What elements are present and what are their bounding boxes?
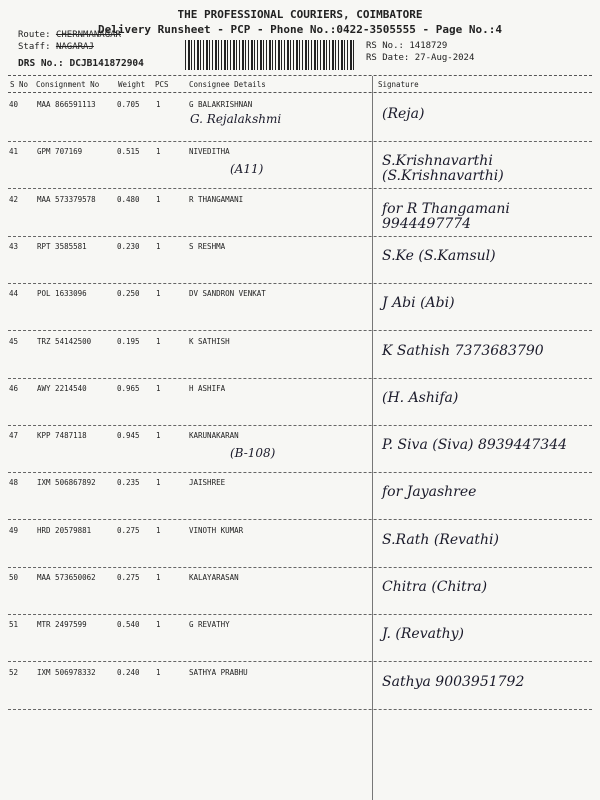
table-row bbox=[0, 190, 600, 237]
consignee-name: R THANGAMANI bbox=[189, 194, 244, 204]
consignment-no: MAA 573650062 bbox=[37, 573, 96, 582]
consignment-no: MTR 2497599 bbox=[37, 620, 87, 630]
consignee-name: G BALAKRISHNAN bbox=[189, 100, 253, 109]
handwritten-consignee-note: (A11) bbox=[230, 162, 264, 177]
row-sno: 48 bbox=[9, 478, 19, 488]
pcs: 1 bbox=[156, 100, 161, 109]
pcs: 1 bbox=[156, 620, 161, 630]
rs-date-line bbox=[366, 53, 474, 63]
weight: 0.965 bbox=[117, 383, 140, 393]
pcs: 1 bbox=[156, 383, 161, 393]
header-divider bbox=[8, 75, 592, 76]
table-row bbox=[0, 284, 600, 331]
table-row bbox=[0, 332, 600, 379]
column-divider bbox=[8, 92, 592, 93]
pcs: 1 bbox=[156, 147, 161, 157]
row-sno: 44 bbox=[9, 289, 19, 299]
col-pcs: PCS bbox=[155, 80, 169, 89]
handwritten-signature: for Jayashree bbox=[382, 484, 477, 501]
consignee-name: KALAYARASAN bbox=[189, 573, 239, 582]
handwritten-signature: Chitra (Chitra) bbox=[382, 579, 488, 595]
consignee-name: NIVEDITHA bbox=[189, 147, 230, 157]
handwritten-signature: S.Ke (S.Kamsul) bbox=[382, 247, 496, 264]
table-row bbox=[0, 615, 600, 662]
handwritten-signature: S.Rath (Revathi) bbox=[382, 531, 499, 548]
drs-line bbox=[18, 58, 144, 69]
row-sno: 41 bbox=[9, 147, 19, 157]
rs-date-label: RS Date: bbox=[366, 53, 410, 63]
table-row bbox=[0, 568, 600, 615]
consignment-no: GPM 707169 bbox=[37, 147, 83, 157]
row-sno: 43 bbox=[9, 241, 19, 251]
consignee-name: VINOTH KUMAR bbox=[189, 525, 244, 535]
rs-no-value: 1418729 bbox=[409, 41, 448, 51]
staff-line bbox=[18, 42, 94, 52]
company-title: THE PROFESSIONAL COURIERS, COIMBATORE bbox=[177, 8, 423, 21]
drs-label: DRS No.: bbox=[18, 58, 64, 69]
row-sno: 42 bbox=[9, 194, 19, 204]
runsheet-subtitle: Delivery Runsheet - PCP - Phone No.:0422-3505555 - Page No.:4 bbox=[98, 23, 502, 36]
consignment-no: IXM 506867892 bbox=[37, 478, 96, 488]
consignment-no: MAA 573379578 bbox=[37, 194, 96, 204]
col-consignee: Consignee Details bbox=[189, 80, 266, 89]
rs-no-label: RS No.: bbox=[366, 41, 404, 51]
staff-label: Staff: bbox=[18, 42, 51, 52]
handwritten-signature: Sathya 9003951792 bbox=[382, 673, 525, 690]
consignee-name: H ASHIFA bbox=[189, 383, 226, 393]
barcode bbox=[185, 40, 355, 70]
weight: 0.240 bbox=[117, 667, 140, 677]
row-sno: 51 bbox=[9, 620, 19, 630]
pcs: 1 bbox=[156, 478, 161, 488]
consignment-no: TRZ 54142500 bbox=[37, 336, 92, 346]
handwritten-signature: for R Thangamani 9944497774 bbox=[382, 200, 510, 232]
row-sno: 50 bbox=[9, 573, 19, 582]
route-value: CHERNMANAGAR bbox=[55, 30, 121, 40]
consignment-no: POL 1633096 bbox=[37, 289, 87, 299]
route-label: Route: bbox=[18, 30, 51, 40]
consignment-no: HRD 20579881 bbox=[37, 525, 92, 535]
weight: 0.540 bbox=[117, 620, 140, 630]
weight: 0.275 bbox=[117, 573, 140, 582]
weight: 0.250 bbox=[117, 289, 140, 299]
pcs: 1 bbox=[156, 667, 161, 677]
row-sno: 46 bbox=[9, 383, 19, 393]
handwritten-signature: K Sathish 7373683790 bbox=[382, 342, 544, 359]
handwritten-consignee-note: G. Rejalakshmi bbox=[190, 112, 282, 126]
table-row bbox=[0, 379, 600, 426]
row-divider bbox=[8, 709, 592, 710]
table-row bbox=[0, 237, 600, 284]
weight: 0.945 bbox=[117, 431, 140, 441]
weight: 0.230 bbox=[117, 241, 140, 251]
table-row bbox=[0, 426, 600, 473]
consignee-name: K SATHISH bbox=[189, 336, 230, 346]
pcs: 1 bbox=[156, 241, 161, 251]
col-consignment: Consignment No bbox=[36, 80, 100, 89]
weight: 0.195 bbox=[117, 336, 140, 346]
row-sno: 52 bbox=[9, 667, 19, 677]
weight: 0.275 bbox=[117, 525, 140, 535]
handwritten-signature: J. (Revathy) bbox=[382, 626, 464, 643]
consignment-no: RPT 3585581 bbox=[37, 241, 87, 251]
pcs: 1 bbox=[156, 573, 161, 582]
row-sno: 49 bbox=[9, 525, 19, 535]
handwritten-signature: P. Siva (Siva) 8939447344 bbox=[382, 437, 568, 454]
table-row bbox=[0, 142, 600, 189]
handwritten-signature: (Reja) bbox=[382, 106, 425, 122]
rs-date-value: 27-Aug-2024 bbox=[414, 53, 475, 63]
consignee-name: SATHYA PRABHU bbox=[189, 667, 248, 677]
consignment-no: KPP 7487118 bbox=[37, 431, 87, 441]
route-line bbox=[18, 30, 121, 40]
pcs: 1 bbox=[156, 525, 161, 535]
table-row bbox=[0, 521, 600, 568]
row-sno: 40 bbox=[9, 100, 19, 109]
consignee-name: JAISHREE bbox=[189, 478, 226, 488]
consignment-no: IXM 506978332 bbox=[37, 667, 96, 677]
col-weight: Weight bbox=[118, 80, 146, 89]
handwritten-consignee-note: (B-108) bbox=[230, 446, 276, 461]
handwritten-signature: (H. Ashifa) bbox=[382, 389, 459, 406]
pcs: 1 bbox=[156, 431, 161, 441]
row-sno: 45 bbox=[9, 336, 19, 346]
consignee-name: DV SANDRON VENKAT bbox=[189, 289, 266, 299]
rs-no-line bbox=[366, 41, 447, 51]
col-sno: S No bbox=[10, 80, 29, 89]
table-row bbox=[0, 473, 600, 520]
pcs: 1 bbox=[156, 289, 161, 299]
consignee-name: KARUNAKARAN bbox=[189, 431, 239, 441]
consignee-name: G REVATHY bbox=[189, 620, 230, 630]
pcs: 1 bbox=[156, 194, 161, 204]
weight: 0.235 bbox=[117, 478, 140, 488]
handwritten-signature: J Abi (Abi) bbox=[382, 295, 455, 312]
weight: 0.515 bbox=[117, 147, 140, 157]
consignee-name: S RESHMA bbox=[189, 241, 226, 251]
pcs: 1 bbox=[156, 336, 161, 346]
staff-value: NAGARAJ bbox=[55, 42, 94, 52]
handwritten-signature: S.Krishnavarthi (S.Krishnavarthi) bbox=[382, 153, 504, 185]
table-row bbox=[0, 95, 600, 142]
row-sno: 47 bbox=[9, 431, 19, 441]
table-row bbox=[0, 663, 600, 710]
consignment-no: MAA 866591113 bbox=[37, 100, 96, 109]
weight: 0.480 bbox=[117, 194, 140, 204]
drs-value: DCJB141872904 bbox=[69, 58, 144, 69]
consignment-no: AWY 2214540 bbox=[37, 383, 87, 393]
col-signature: Signature bbox=[378, 80, 419, 89]
weight: 0.705 bbox=[117, 100, 140, 109]
